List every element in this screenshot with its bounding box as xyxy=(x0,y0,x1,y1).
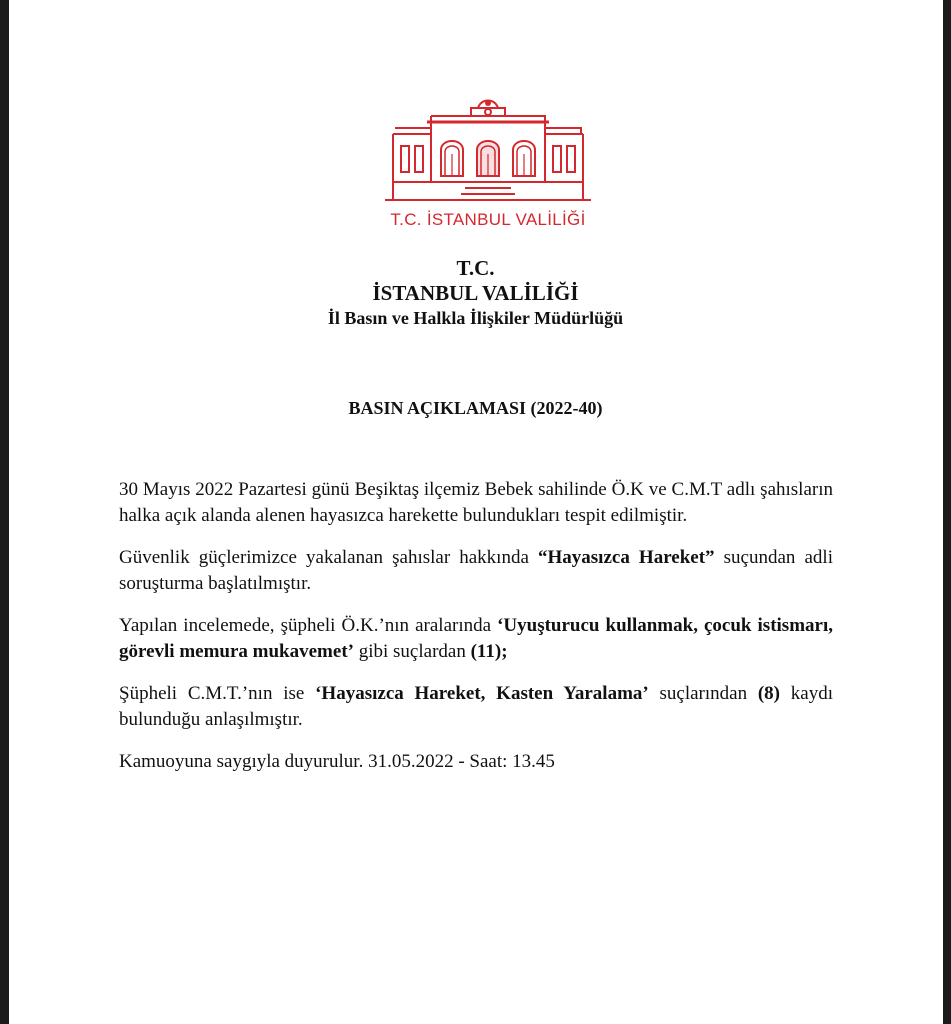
istanbul-governorship-building-emblem-icon xyxy=(383,94,593,206)
header-department: İl Basın ve Halkla İlişkiler Müdürlüğü xyxy=(327,308,624,328)
letterhead xyxy=(0,256,951,331)
document-body xyxy=(119,477,833,791)
header-institution: İSTANBUL VALİLİĞİ xyxy=(372,281,579,305)
paragraph-closing: Kamuoyuna saygıyla duyurulur. 31.05.2022 - Saat: 13.45 xyxy=(119,751,555,772)
paragraph-3: Yapılan incelemede, şüpheli Ö.K.’nın aralarında ‘Uyuşturucu kullanmak, çocuk istismarı, görevli memura mukavemet’ gibi suçlardan (11); xyxy=(119,615,833,662)
header-line-tc: T.C. xyxy=(456,256,495,280)
paragraph-1: 30 Mayıs 2022 Pazartesi günü Beşiktaş ilçemiz Bebek sahilinde Ö.K ve C.M.T adlı şahısların halka açık alanda alenen hayasızca harekette bulundukları tespit edilmiştir. xyxy=(119,479,833,526)
document-title: BASIN AÇIKLAMASI (2022-40) xyxy=(348,398,603,418)
paragraph-4: Şüpheli C.M.T.’nın ise ‘Hayasızca Hareket, Kasten Yaralama’ suçlarından (8) kaydı bulunduğu anlaşılmıştır. xyxy=(119,683,833,730)
paragraph-2: Güvenlik güçlerimizce yakalanan şahıslar hakkında “Hayasızca Hareket” suçundan adli soruşturma başlatılmıştır. xyxy=(119,547,833,594)
logo xyxy=(383,94,593,234)
logo-caption: T.C. İSTANBUL VALİLİĞİ xyxy=(390,210,586,229)
